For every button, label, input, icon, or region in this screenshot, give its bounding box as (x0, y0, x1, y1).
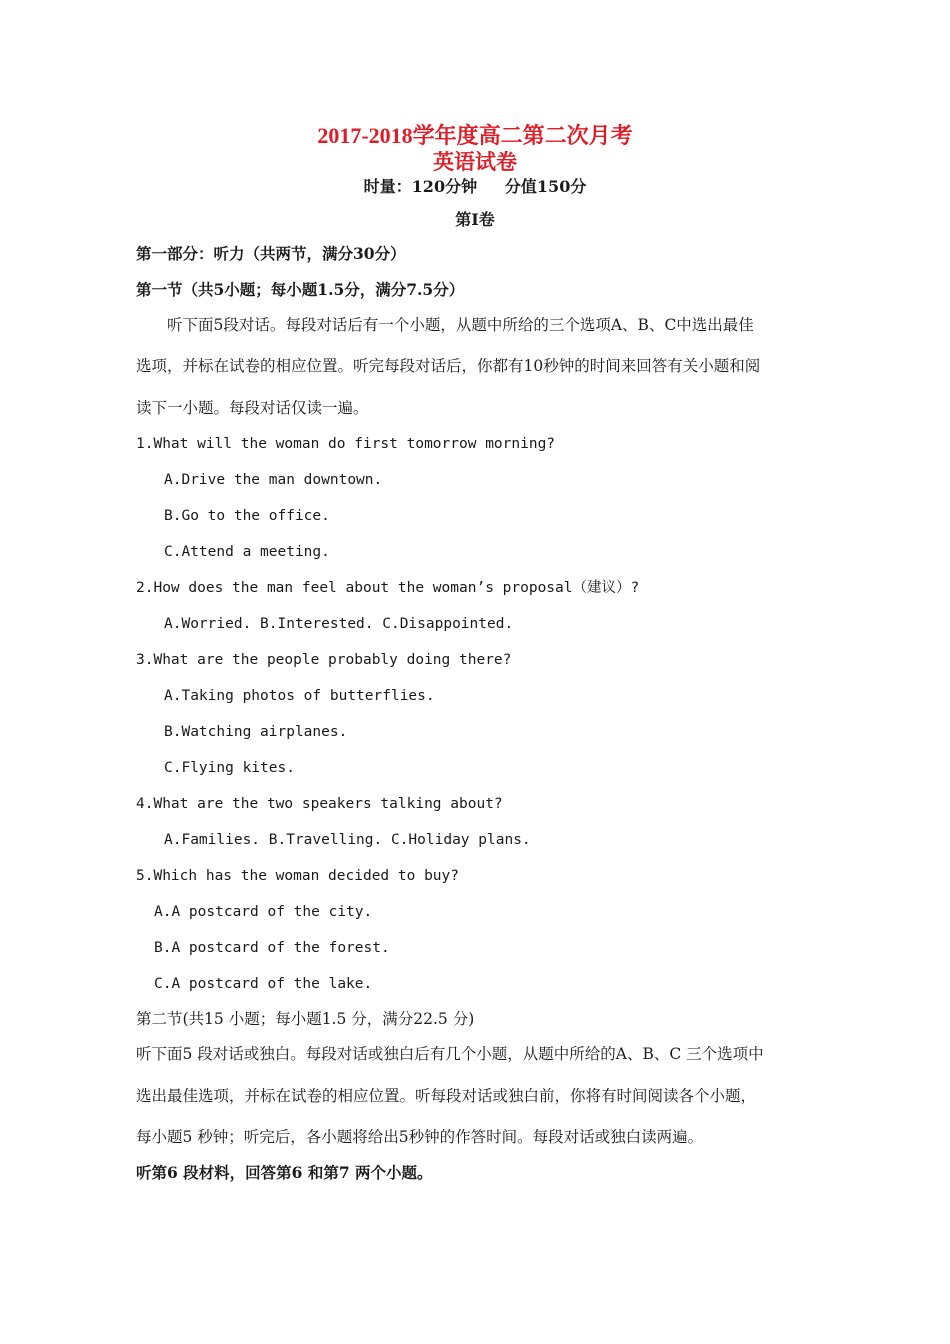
section1-instruction-line: 选项，并标在试卷的相应位置。听完每段对话后，你都有10秒钟的时间来回答有关小题和阅 (136, 357, 761, 375)
question-2-options: A.Worried. B.Interested. C.Disappointed. (164, 616, 514, 632)
question-3-option-c: C.Flying kites. (164, 760, 295, 776)
exam-title: 2017-2018学年度高二第二次月考 (317, 123, 633, 148)
part1-heading: 第一部分：听力（共两节，满分30分） (136, 244, 406, 263)
exam-subtitle: 英语试卷 (433, 149, 517, 174)
question-5-option-c: C.A postcard of the lake. (154, 976, 373, 992)
question-5-option-a: A.A postcard of the city. (154, 904, 373, 920)
section2-heading: 第二节(共15 小题；每小题1.5 分，满分22.5 分) (136, 1010, 475, 1028)
question-1-option-c: C.Attend a meeting. (164, 544, 330, 560)
question-5: 5.Which has the woman decided to buy? (136, 868, 460, 884)
section1-heading: 第一节（共5小题；每小题1.5分，满分7.5分） (136, 280, 465, 299)
volume-heading: 第Ⅰ卷 (455, 210, 495, 229)
section1-instruction-line: 读下一小题。每段对话仅读一遍。 (136, 399, 369, 417)
question-1-option-b: B.Go to the office. (164, 508, 330, 524)
question-3-option-a: A.Taking photos of butterflies. (164, 688, 435, 704)
question-3-option-b: B.Watching airplanes. (164, 724, 348, 740)
exam-meta: 时量：120分钟 分值150分 (363, 177, 587, 196)
question-4: 4.What are the two speakers talking about? (136, 796, 503, 812)
section2-instruction-line: 每小题5 秒钟；听完后，各小题将给出5秒钟的作答时间。每段对话或独白读两遍。 (136, 1128, 704, 1146)
question-3: 3.What are the people probably doing there? (136, 652, 512, 668)
section2-instruction-line: 选出最佳选项，并标在试卷的相应位置。听每段对话或独白前，你将有时间阅读各个小题， (136, 1087, 757, 1105)
material-6-heading: 听第6 段材料，回答第6 和第7 两个小题。 (136, 1163, 433, 1182)
section2-instruction-line: 听下面5 段对话或独白。每段对话或独白后有几个小题，从题中所给的A、B、C 三个选项中 (136, 1045, 764, 1063)
question-1: 1.What will the woman do first tomorrow morning? (136, 436, 556, 452)
section1-instruction-line: 听下面5段对话。每段对话后有一个小题，从题中所给的三个选项A、B、C中选出最佳 (136, 316, 754, 334)
question-2: 2.How does the man feel about the woman’s proposal（建议）? (136, 580, 640, 596)
question-1-option-a: A.Drive the man downtown. (164, 472, 383, 488)
question-5-option-b: B.A postcard of the forest. (154, 940, 390, 956)
question-4-options: A.Families. B.Travelling. C.Holiday plans. (164, 832, 531, 848)
